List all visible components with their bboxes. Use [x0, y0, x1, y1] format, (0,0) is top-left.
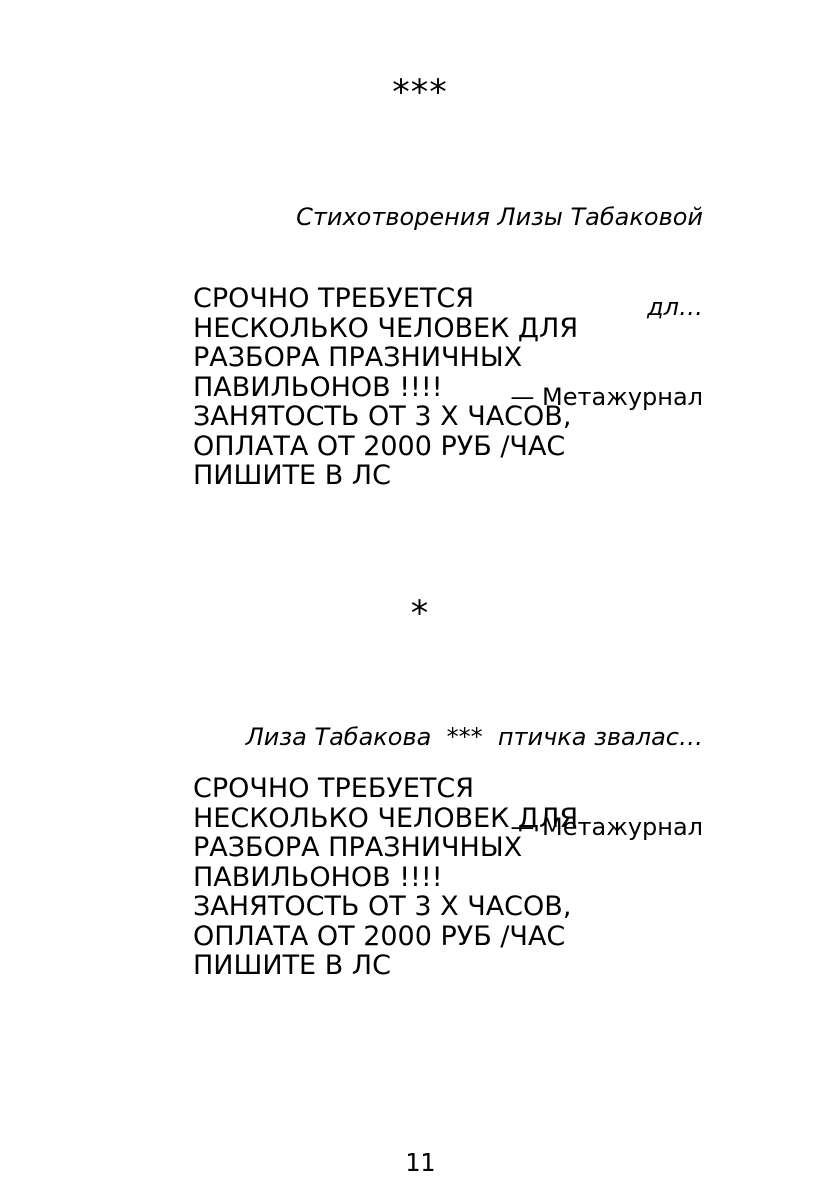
ad-text-line: РАЗБОРА ПРАЗНИЧНЫХ: [193, 342, 523, 373]
ad-text-line: ПИШИТЕ В ЛС: [193, 460, 391, 491]
ad-text-line: ПАВИЛЬОНОВ !!!!: [193, 371, 443, 403]
ad-text-block-1: [193, 284, 753, 491]
section-separator-asterisk: *: [410, 594, 430, 634]
ad-text-line: СРОЧНО ТРЕБУЕТСЯ: [193, 283, 475, 314]
ad-text-line: НЕСКОЛЬКО ЧЕЛОВЕК ДЛЯ: [193, 802, 579, 834]
ad-text-line: СРОЧНО ТРЕБУЕТСЯ: [193, 773, 475, 804]
poem-reference-title-line: дл…: [647, 293, 703, 321]
poem-reference-title-line: Стихотворения Лизы Табаковой: [296, 203, 703, 231]
ad-text-line: РАЗБОРА ПРАЗНИЧНЫХ: [193, 832, 523, 863]
ad-text-line: ЗАНЯТОСТЬ ОТ 3 Х ЧАСОВ,: [193, 401, 572, 432]
poem-reference-source: — Метажурнал: [510, 383, 703, 411]
poem-reference-title-line: Лиза Табакова *** птичка звалас…: [245, 723, 703, 751]
poem-reference-source: — Метажурнал: [510, 813, 703, 841]
ad-text-line: НЕСКОЛЬКО ЧЕЛОВЕК ДЛЯ: [193, 312, 579, 344]
section-separator-asterisks: ***: [392, 73, 448, 113]
ad-text-line: ПАВИЛЬОНОВ !!!!: [193, 861, 443, 893]
ad-text-line: ОПЛАТА ОТ 2000 РУБ /ЧАС: [193, 920, 566, 952]
ad-text-line: ЗАНЯТОСТЬ ОТ 3 Х ЧАСОВ,: [193, 891, 572, 922]
ad-text-line: ПИШИТЕ В ЛС: [193, 950, 391, 981]
ad-text-line: ОПЛАТА ОТ 2000 РУБ /ЧАС: [193, 430, 566, 462]
ad-text-block-2: [193, 774, 753, 981]
page-number: 11: [404, 1148, 436, 1177]
